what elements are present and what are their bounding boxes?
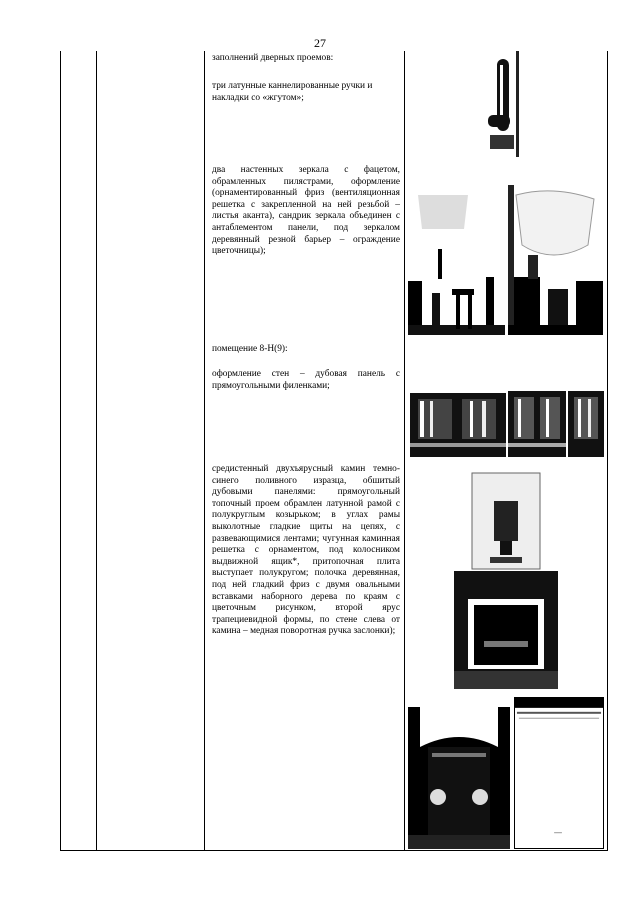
oak-panel-photo-2 xyxy=(508,387,566,457)
fireplace-detail-photo xyxy=(408,707,510,849)
document-table xyxy=(60,51,608,851)
table-column-divider-3 xyxy=(404,51,405,851)
wall-mirror-photo-left xyxy=(408,189,505,335)
wall-mirror-photo-right xyxy=(508,185,603,335)
description-entry-mirrors: два настенных зеркала с фацетом, обрамленных пилястрами, оформление (орнаментированный фриз (вентиляционная решетка с закрепленной на ней резьбой – листья аканта), сандрик зеркала объединен с антаблементом панели, под зеркалом деревянный резной барьер – ограждение цветочницы); xyxy=(212,165,400,257)
oak-panel-photo-3 xyxy=(568,387,604,457)
description-entry-handles: три латунные каннелированные ручки и накладки со «жгутом»; xyxy=(212,81,373,103)
table-border-right xyxy=(607,51,608,851)
fireplace-photo xyxy=(454,471,558,689)
description-entry-door-fillings: заполнений дверных проемов: xyxy=(212,53,334,63)
table-column-divider-2 xyxy=(204,51,205,851)
fireplace-side-photo xyxy=(514,697,604,849)
table-border-bottom xyxy=(60,850,608,851)
page-number: 27 xyxy=(314,36,326,50)
description-entry-fireplace: средистенный двухъярусный камин темно-синего поливного изразца, обшитый дубовыми панелями: прямоугольный топочный проем обрамлен латунной рамой с полукруглым козырьком; в углах рамы выколотные гладкие щиты на цепях, с развевающимися лентами; чугунная каминная решетка с орнаментом, под колосником выдвижной ящик*, притопочная плита выступает полукругом; полочка деревянная, под ней гладкий фриз с двумя овальными вставками наборного дерева по краям с цветочным рисунком, второй ярус трапециевидной формы, по стене слева от камина – медная поворотная ручка заслонки); xyxy=(212,464,400,637)
table-column-divider-1 xyxy=(96,51,97,851)
oak-panel-photo-1 xyxy=(410,387,506,457)
table-border-left xyxy=(60,51,61,851)
description-entry-wall-panels: оформление стен – дубовая панель с прямоугольными филенками; xyxy=(212,369,400,391)
description-entry-room-title: помещение 8-Н(9): xyxy=(212,344,288,354)
door-handle-photo xyxy=(480,51,524,157)
